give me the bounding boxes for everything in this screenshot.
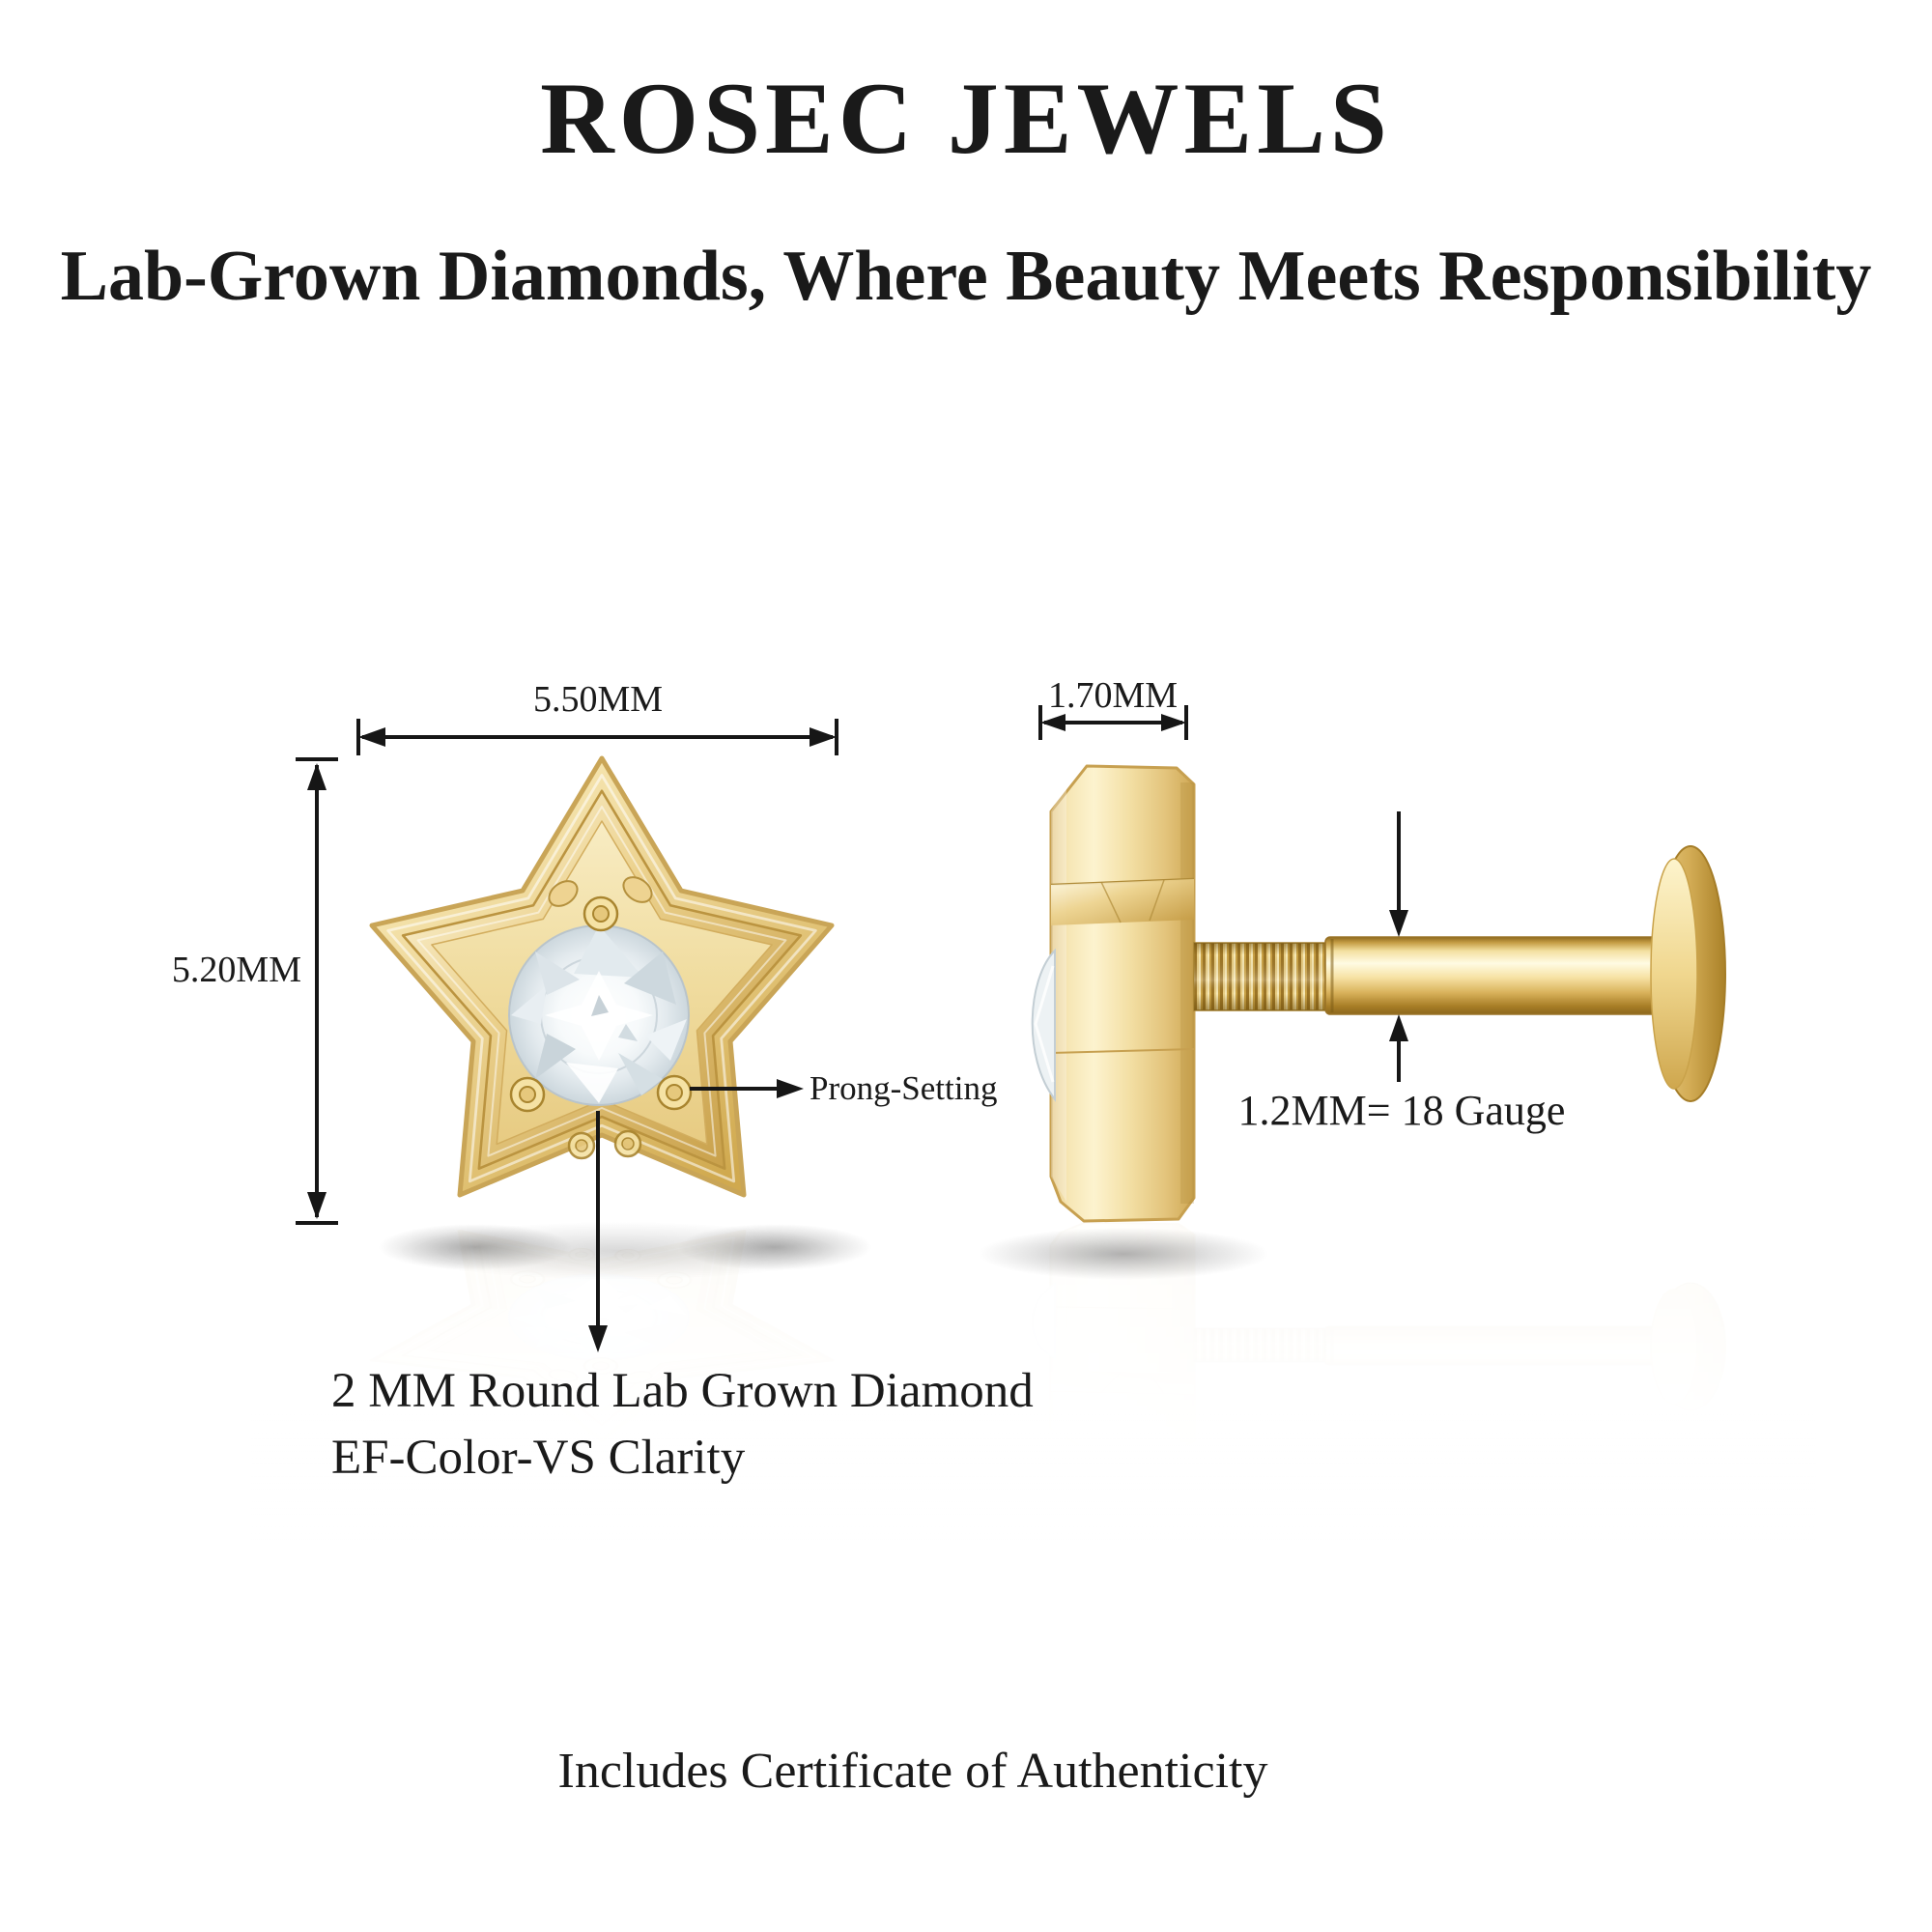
arrowhead-down-icon	[1389, 910, 1408, 937]
star-edge-profile	[1051, 766, 1194, 1221]
stone-description	[331, 1358, 1034, 1492]
post-gauge-label: 1.2MM= 18 Gauge	[1237, 1087, 1566, 1134]
edge-right-shade	[1180, 782, 1194, 1204]
stone-description-line1: 2 MM Round Lab Grown Diamond	[331, 1364, 1034, 1418]
brand-tagline: Lab-Grown Diamonds, Where Beauty Meets Responsibility	[60, 237, 1872, 316]
stone-description-line2: EF-Color-VS Clarity	[331, 1431, 746, 1485]
prong-setting-label: Prong-Setting	[810, 1069, 998, 1107]
side-width-label: 1.70MM	[1047, 675, 1179, 716]
arrowhead-up-icon	[307, 763, 327, 790]
diamond-stone	[509, 925, 689, 1105]
arrowhead-down-icon	[307, 1192, 327, 1219]
certificate-note: Includes Certificate of Authenticity	[557, 1744, 1268, 1799]
screw-threads	[1194, 943, 1325, 1010]
height-dimension-front	[296, 759, 338, 1223]
front-view-star	[372, 758, 832, 1195]
brand-title: ROSEC JEWELS	[540, 62, 1392, 175]
arrowhead-up-icon	[1389, 1014, 1408, 1041]
front-width-label: 5.50MM	[532, 679, 664, 720]
width-dimension-front	[358, 719, 837, 755]
front-height-label: 5.20MM	[171, 950, 301, 990]
labret-post-bar	[1325, 937, 1673, 1014]
arrowhead-left-icon	[358, 727, 385, 747]
back-disc	[1651, 846, 1725, 1101]
side-view-post	[1033, 766, 1725, 1221]
arrowhead-right-icon	[777, 1079, 804, 1098]
arrowhead-right-icon	[810, 727, 837, 747]
edge-bevel-band	[1051, 879, 1194, 925]
